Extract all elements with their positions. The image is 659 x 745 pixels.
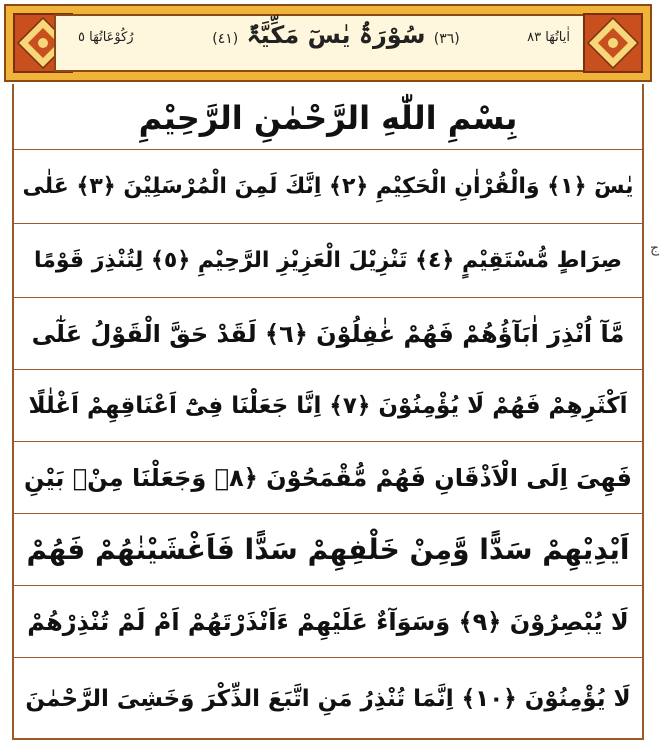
surah-number: (٣٦) [433, 31, 460, 47]
verse-line: لَا يُبْصِرُوْنَ ﴿٩﴾ وَسَوَآءٌ عَلَيْهِمْ ءَاَنْذَرْتَهُمْ اَمْ لَمْ تُنْذِرْهُمْ [27, 607, 629, 636]
surah-title-block [196, 21, 476, 49]
ayat-count: اٰیاتُھَا ٨٣ [527, 30, 570, 45]
verse-line: اَكْثَرِهِمْ فَهُمْ لَا يُؤْمِنُوْنَ ﴿٧﴾ اِنَّا جَعَلْنَا فِیْٓ اَعْنَاقِهِمْ اَغْلٰلًا [28, 392, 628, 419]
margin-mark: ج [650, 240, 659, 256]
verse-line: اَيْدِيْهِمْ سَدًّا وَّمِنْ خَلْفِهِمْ سَدًّا فَاَغْشَيْنٰهُمْ فَهُمْ [26, 533, 630, 566]
ornament-right-icon [582, 12, 644, 74]
text-line-5 [14, 442, 642, 514]
basmala-line [14, 86, 642, 150]
text-line-8 [14, 658, 642, 740]
text-line-7 [14, 586, 642, 658]
revelation-order: (٤١) [212, 31, 239, 47]
basmala-text: بِسْمِ اللّٰهِ الرَّحْمٰنِ الرَّحِيْمِ [138, 98, 518, 137]
text-line-4 [14, 370, 642, 442]
verse-line: مَّآ اُنْذِرَ اٰبَآؤُهُمْ فَهُمْ غٰفِلُوْنَ ﴿٦﴾ لَقَدْ حَقَّ الْقَوْلُ عَلٰٓى [31, 319, 625, 348]
text-line-6 [14, 514, 642, 586]
surah-title: سُوْرَۃُ یٰسٓ مَکِّیَّۃٌ [246, 21, 426, 49]
text-line-2 [14, 224, 642, 298]
verse-line: صِرَاطٍ مُّسْتَقِيْمٍ ﴿٤﴾ تَنْزِيْلَ الْعَزِيْزِ الرَّحِيْمِ ﴿٥﴾ لِتُنْذِرَ قَوْمًا [33, 248, 623, 273]
ruku-count: رُکُوْعَاتُھَا ٥ [78, 30, 134, 45]
text-line-1 [14, 150, 642, 224]
verse-line: يٰسٓ ﴿١﴾ وَالْقُرْاٰنِ الْحَكِيْمِ ﴿٢﴾ اِنَّكَ لَمِنَ الْمُرْسَلِيْنَ ﴿٣﴾ عَلٰى [22, 174, 634, 199]
surah-header [4, 4, 652, 82]
verse-line: فَهِىَ اِلَى الْاَذْقَانِ فَهُمْ مُّقْمَحُوْنَ ﴿٨﴾ وَجَعَلْنَا مِنْۢ بَيْنِ [23, 463, 633, 492]
text-line-3 [14, 298, 642, 370]
verse-line: لَا يُؤْمِنُوْنَ ﴿١٠﴾ اِنَّمَا تُنْذِرُ مَنِ اتَّبَعَ الذِّكْرَ وَخَشِىَ الرَّحْمٰنَ [25, 686, 631, 712]
